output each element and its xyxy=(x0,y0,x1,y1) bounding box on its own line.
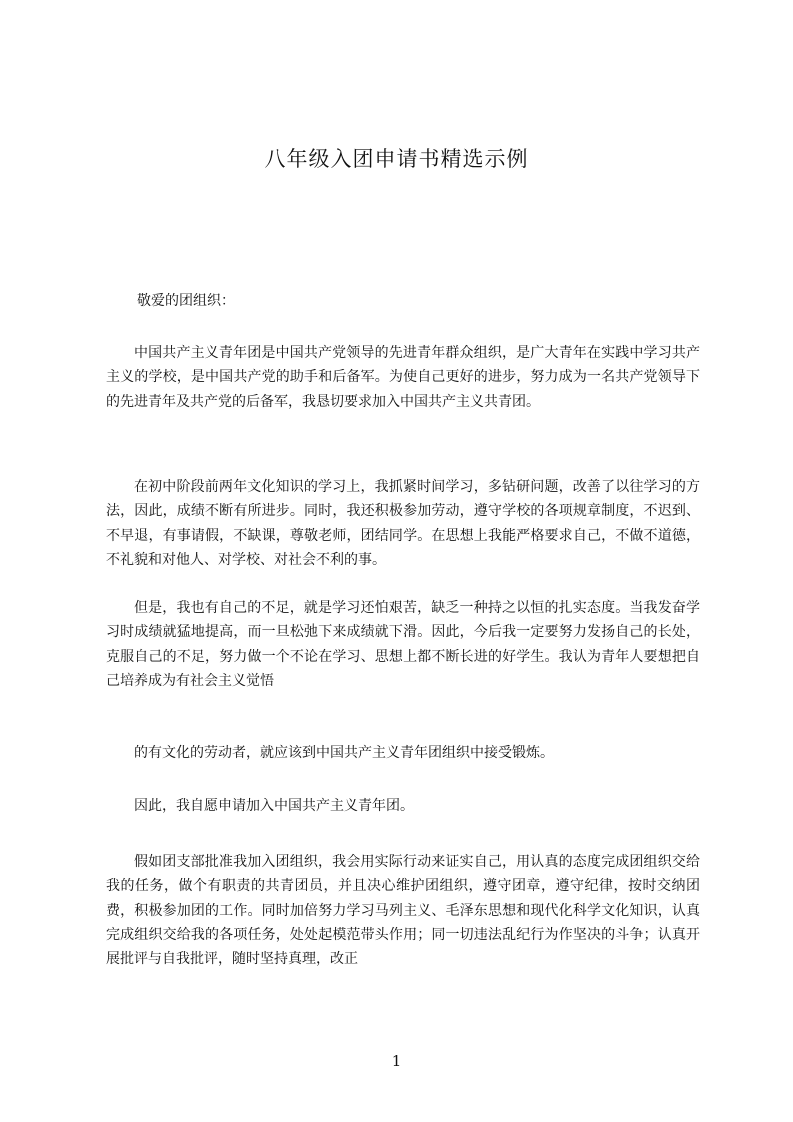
document-title: 八年级入团申请书精选示例 xyxy=(264,147,529,171)
page-number: 1 xyxy=(391,1052,402,1070)
paragraph-2: 在初中阶段前两年文化知识的学习上，我抓紧时间学习，多钻研问题，改善了以往学习的方法，因此，成绩不断有所进步。同时，我还积极参加劳动，遵守学校的各项规章制度，不迟到、不早退，有事请假，不缺课，尊敬老师，团结同学。在思想上我能严格要求自己，不做不道德，不礼貌和对他人、对学校、对社会不利的事。 xyxy=(106,479,700,568)
paragraph-4: 的有文化的劳动者，就应该到中国共产主义青年团组织中接受锻炼。 xyxy=(134,745,554,761)
salutation: 敬爱的团组织： xyxy=(137,293,235,309)
paragraph-1: 中国共产主义青年团是中国共产党领导的先进青年群众组织，是广大青年在实践中学习共产主义的学校，是中国共产党的助手和后备军。为使自己更好的进步，努力成为一名共产党领导下的先进青年及共产党的后备军，我恳切要求加入中国共产主义共青团。 xyxy=(106,345,700,410)
paragraph-5: 因此，我自愿申请加入中国共产主义青年团。 xyxy=(134,798,414,814)
paragraph-3: 但是，我也有自己的不足，就是学习还怕艰苦，缺乏一种持之以恒的扎实态度。当我发奋学习时成绩就猛地提高，而一旦松弛下来成绩就下滑。因此，今后我一定要努力发扬自己的长处，克服自己的不足，努力做一个不论在学习、思想上都不断长进的好学生。我认为青年人要想把自己培养成为有社会主义觉悟 xyxy=(106,600,700,689)
paragraph-6: 假如团支部批准我加入团组织，我会用实际行动来证实自己，用认真的态度完成团组织交给我的任务，做个有职责的共青团员，并且决心维护团组织，遵守团章，遵守纪律，按时交纳团费，积极参加团的工作。同时加倍努力学习马列主义、毛泽东思想和现代化科学文化知识，认真完成组织交给我的各项任务，处处起模范带头作用；同一切违法乱纪行为作坚决的斗争；认真开展批评与自我批评，随时坚持真理，改正 xyxy=(106,854,700,968)
